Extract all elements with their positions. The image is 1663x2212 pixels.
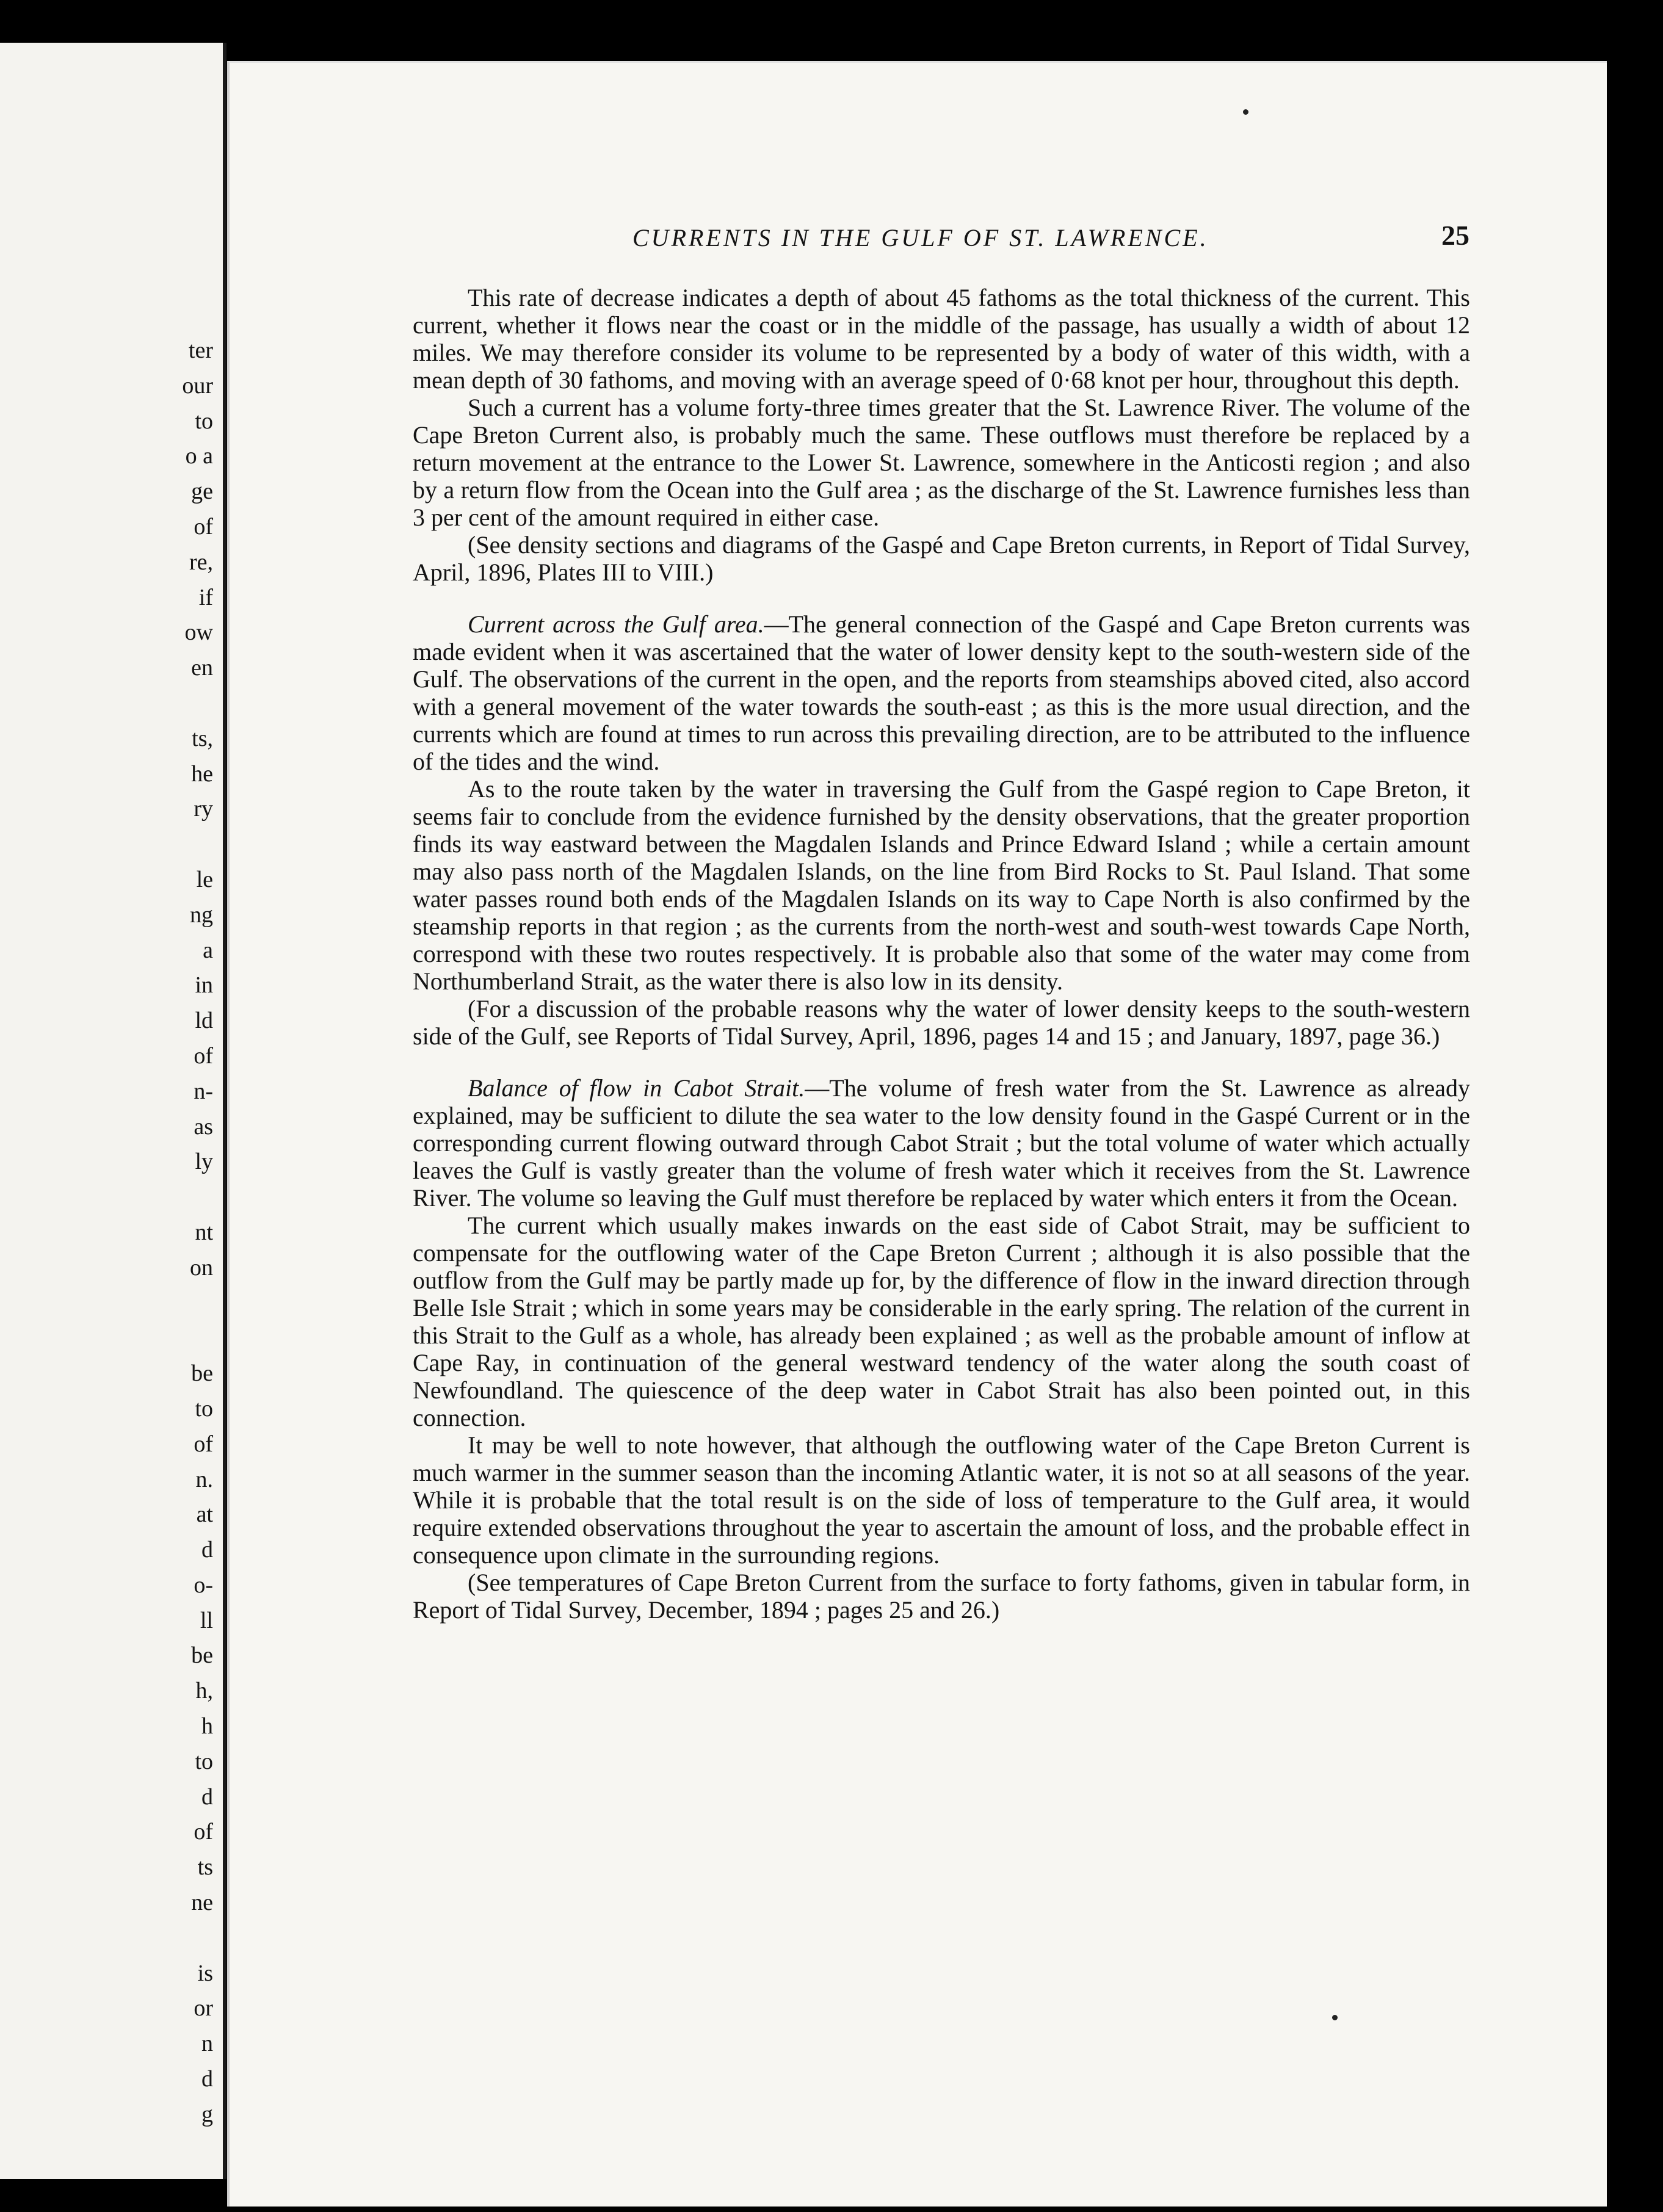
previous-page-fragment: ts (197, 1854, 213, 1881)
paragraph-text: —The general connection of the Gaspé and Cape Breton currents was made evident when it was ascertained that the water of lower density kept to the south-western side of the Gulf. The observations of the current in the open, and the reports from steamships aboved cited, also accord with a general movement of the water towards the south-east ; as this is the more usual direction, and the currents which are found at times to run across this prevailing direction, are to be attributed to the influence of the tides and the wind. (413, 610, 1470, 775)
previous-page-fragment: ld (195, 1008, 213, 1034)
previous-page-fragment: or (194, 1995, 213, 2022)
paragraph: (See density sections and diagrams of the Gaspé and Cape Breton currents, in Report of Tidal Survey, April, 1896, Plates III to VIII.) (413, 531, 1470, 586)
previous-page-fragment: at (196, 1502, 213, 1528)
body-text (413, 284, 1470, 1624)
previous-page-fragment: in (195, 972, 213, 999)
previous-page-edge (0, 43, 226, 2179)
ink-speck (1243, 109, 1248, 115)
previous-page-fragment: d (201, 1537, 213, 1563)
previous-page-fragment: be (191, 1643, 213, 1669)
previous-page-fragment: ge (191, 479, 213, 505)
previous-page-fragment: ng (190, 902, 213, 928)
previous-page-fragment: on (190, 1254, 213, 1281)
previous-page-fragment: re, (189, 549, 213, 575)
page-number: 25 (1441, 220, 1469, 251)
previous-page-fragment: d (201, 2066, 213, 2092)
page (227, 61, 1607, 2207)
previous-page-fragment: of (194, 1819, 213, 1845)
paragraph (413, 610, 1470, 775)
previous-page-fragment: of (194, 1043, 213, 1069)
previous-page-fragment: ll (200, 1607, 213, 1633)
previous-page-fragment: ly (195, 1149, 213, 1175)
paragraph: This rate of decrease indicates a depth of about 45 fathoms as the total thickness of the current. This current, whether it flows near the coast or in the middle of the passage, has usually a width of about 12 miles. We may therefore consider its volume to be represented by a body of water of this width, with a mean depth of 30 fathoms, and moving with an average speed of 0·68 knot per hour, throughout this depth. (413, 284, 1470, 394)
paragraph: Such a current has a volume forty-three times greater that the St. Lawrence River. The volume of the Cape Breton Current also, is probably much the same. These outflows must therefore be replaced by a return movement at the entrance to the Lower St. Lawrence, somewhere in the Anticosti region ; and also by a return flow from the Ocean into the Gulf area ; as the discharge of the St. Lawrence furnishes less than 3 per cent of the amount required in either case. (413, 394, 1470, 531)
previous-page-fragment: a (203, 937, 213, 963)
previous-page-fragment: g (201, 2101, 213, 2127)
previous-page-fragment: ts, (192, 725, 213, 751)
previous-page-text-fragments (182, 333, 213, 2133)
previous-page-fragment: d (201, 1784, 213, 1810)
previous-page-fragment: to (195, 1395, 213, 1422)
previous-page-fragment: o a (185, 443, 213, 469)
previous-page-fragment: en (191, 655, 213, 681)
paragraph: The current which usually makes inwards on the east side of Cabot Strait, may be sufficient to compensate for the outflowing water of the Cape Breton Current ; although it is also possible that the outflow from the Gulf may be partly made up for, by the difference of flow in the inward direction through Belle Isle Strait ; which in some years may be considerable in the early spring. The relation of the current in this Strait to the Gulf as a whole, has already been explained ; as well as the probable amount of inflow at Cape Ray, in continuation of the general westward tendency of the water along the south coast of Newfoundland. The quiescence of the deep water in Cabot Strait has also been pointed out, in this connection. (413, 1212, 1470, 1431)
ink-speck (1332, 2015, 1338, 2020)
paragraph (413, 1074, 1470, 1212)
previous-page-fragment: le (196, 866, 213, 892)
previous-page-fragment: h, (195, 1678, 213, 1704)
paragraph: (See temperatures of Cape Breton Current from the surface to forty fathoms, given in tabular form, in Report of Tidal Survey, December, 1894 ; pages 25 and 26.) (413, 1569, 1470, 1624)
previous-page-fragment: our (182, 372, 213, 399)
previous-page-fragment: n- (194, 1078, 213, 1104)
previous-page-fragment: ter (188, 338, 213, 363)
previous-page-fragment: to (195, 408, 213, 434)
previous-page-fragment (182, 686, 213, 721)
previous-page-fragment: if (198, 584, 213, 610)
paragraph: It may be well to note however, that although the outflowing water of the Cape Breton Current is much warmer in the summer season than the incoming Atlantic water, it is not so at all seasons of the year. While it is probable that the total result is on the side of loss of temperature to the Gulf area, it would require extended observations throughout the year to ascertain the amount of loss, and the probable effect in consequence upon climate in the surrounding regions. (413, 1431, 1470, 1569)
previous-page-fragment: h (201, 1713, 213, 1740)
paragraph: As to the route taken by the water in traversing the Gulf from the Gaspé region to Cape Breton, it seems fair to conclude from the evidence furnished by the density observations, that the greater proportion finds its way eastward between the Magdalen Islands and Prince Edward Island ; while a certain amount may also pass north of the Magdalen Islands, on the line from Bird Rocks to St. Paul Island. That some water passes round both ends of the Magdalen Islands on its way to Cape North is also confirmed by the steamship reports in that region ; as the currents from the north-west and south-west towards Cape North, correspond with these two routes respectively. It is probable also that some of the water may come from Northumberland Strait, as the water there is also low in its density. (413, 775, 1470, 995)
paragraph: (For a discussion of the probable reasons why the water of lower density keeps to the south-western side of the Gulf, see Reports of Tidal Survey, April, 1896, pages 14 and 15 ; and January, 1897, page 36.) (413, 995, 1470, 1050)
previous-page-fragment: ne (191, 1890, 213, 1916)
previous-page-fragment (182, 1321, 213, 1356)
section-heading: Balance of flow in Cabot Strait. (468, 1074, 805, 1102)
previous-page-fragment: of (194, 1431, 213, 1457)
previous-page-fragment: ry (194, 796, 213, 822)
running-head: CURRENTS IN THE GULF OF ST. LAWRENCE. (632, 224, 1209, 251)
previous-page-fragment (182, 827, 213, 862)
previous-page-fragment: he (191, 761, 213, 787)
paragraph-text: —The volume of fresh water from the St. Lawrence as already explained, may be sufficient to dilute the sea water to the low density found in the Gaspé Current or in the corresponding current flowing outward through Cabot Strait ; but the total volume of water which actually leaves the Gulf is vastly greater than the volume of fresh water which it receives from the St. Lawrence River. The volume so leaving the Gulf must therefore be replaced by water which enters it from the Ocean. (413, 1074, 1470, 1212)
previous-page-fragment: be (191, 1361, 213, 1387)
previous-page-fragment: ow (184, 620, 213, 646)
previous-page-fragment: o- (194, 1572, 213, 1598)
previous-page-fragment: is (197, 1960, 213, 1986)
previous-page-fragment (182, 1286, 213, 1321)
previous-page-fragment (182, 1921, 213, 1956)
previous-page-fragment: n (201, 2031, 213, 2057)
previous-page-fragment: nt (195, 1219, 213, 1245)
previous-page-fragment: n. (195, 1466, 213, 1492)
previous-page-fragment: of (194, 513, 213, 540)
previous-page-fragment (182, 1180, 213, 1215)
previous-page-fragment: as (194, 1113, 213, 1140)
previous-page-fragment: to (195, 1748, 213, 1774)
section-heading: Current across the Gulf area. (468, 610, 764, 638)
